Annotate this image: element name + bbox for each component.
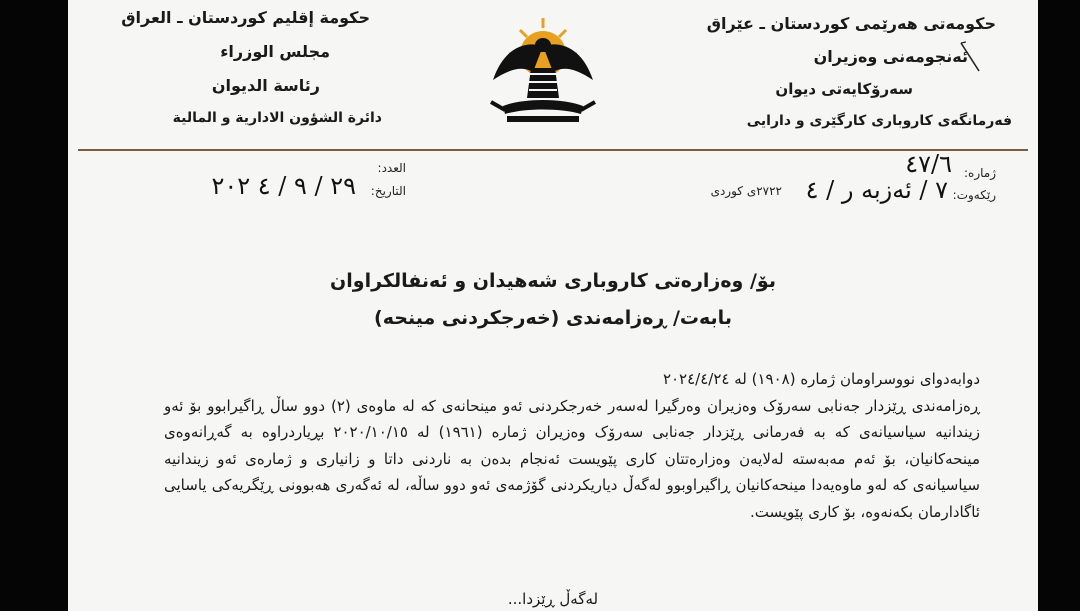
arabic-gov-title: حكومة إقليم كوردستان ـ العراق bbox=[121, 8, 370, 27]
letter-body bbox=[164, 366, 980, 525]
date-label-arabic: التاريخ: bbox=[370, 184, 406, 198]
number-label-arabic: العدد: bbox=[377, 161, 406, 175]
header-divider bbox=[78, 149, 1028, 151]
official-letter bbox=[68, 0, 1038, 611]
arabic-department: دائرة الشؤون الادارية و المالية bbox=[172, 110, 382, 126]
pen-mark-icon bbox=[958, 40, 982, 74]
kurdish-department: فەرمانگەی کاروباری کارگێری و دارایی bbox=[746, 113, 1012, 129]
letter-recipient: بۆ/ وەزارەتی کاروباری شەهیدان و ئەنفالکراوان bbox=[330, 270, 776, 292]
kurdish-year: ٢٧٢٢ی کوردی bbox=[710, 184, 782, 198]
kurdistan-eagle-emblem-icon bbox=[483, 10, 603, 132]
number-label-kurdish: ژمارە: bbox=[963, 166, 996, 180]
right-letterbox bbox=[1038, 0, 1080, 611]
kurdish-council: ئەنجومەنی وەزیران bbox=[813, 47, 968, 66]
reference-date-arabic: ٢٩ / ٩ / ٤ ٢٠٢ bbox=[211, 172, 356, 200]
body-paragraph-main: ڕەزامەندی ڕێزدار جەنابی سەرۆک وەزیران وەرگیرا لەسەر خەرجکردنی ئەو مینحانەی کە لە ماوەی (٢) دوو ساڵ ڕاگیرابوو بۆ ئەو زیندانیە سیاسیانەی کە بە فەرمانی ڕێزدار جەنابی سەرۆک وەزیران ژمارە (١٩٦١) لە ٢٠٢٠/١٠/١٥ بڕیاردراوە بە گەڕانەوەی مینحەکانیان، بۆ ئەم مەبەستە لەلایەن وەزارەتتان کاری پێویست ئەنجام بدەن بە ناردنی داتا و زانیاری و ژمارەی ئەو زیندانیە سیاسیانەی کە لەو ماوەیەدا مینحەکانیان ڕاگیراوبوو لەگەڵ دیاریکردنی گۆژمەی ئەو دوو ساڵە، لە ئەگەری هەبوونی ڕێگریەکی یاسایی ئاگادارمان بکەنەوە، بۆ کاری پێویست. bbox=[164, 396, 980, 521]
reference-number: ٤٧/٦ bbox=[905, 150, 952, 178]
arabic-council: مجلس الوزراء bbox=[220, 42, 330, 61]
body-paragraph-reference: دوابەدوای نووسراومان ژمارە (١٩٠٨) لە ٢٠٢٤/٤/٢٤ bbox=[662, 370, 980, 388]
left-letterbox bbox=[0, 0, 68, 611]
kurdish-gov-title: حکومەتی هەرێمی کوردستان ـ عێراق bbox=[706, 14, 996, 33]
reference-date-kurdish: ٧ / ئەزبە ر / ٤ bbox=[805, 176, 948, 204]
letter-closing: لەگەڵ ڕێزدا... bbox=[507, 590, 599, 608]
date-label-kurdish: رێکەوت: bbox=[952, 188, 996, 202]
letter-subject: بابەت/ ڕەزامەندی (خەرجکردنی مینحە) bbox=[374, 307, 732, 329]
arabic-presidency: رئاسة الديوان bbox=[211, 76, 320, 95]
kurdish-presidency: سەرۆکایەتی دیوان bbox=[775, 80, 913, 98]
